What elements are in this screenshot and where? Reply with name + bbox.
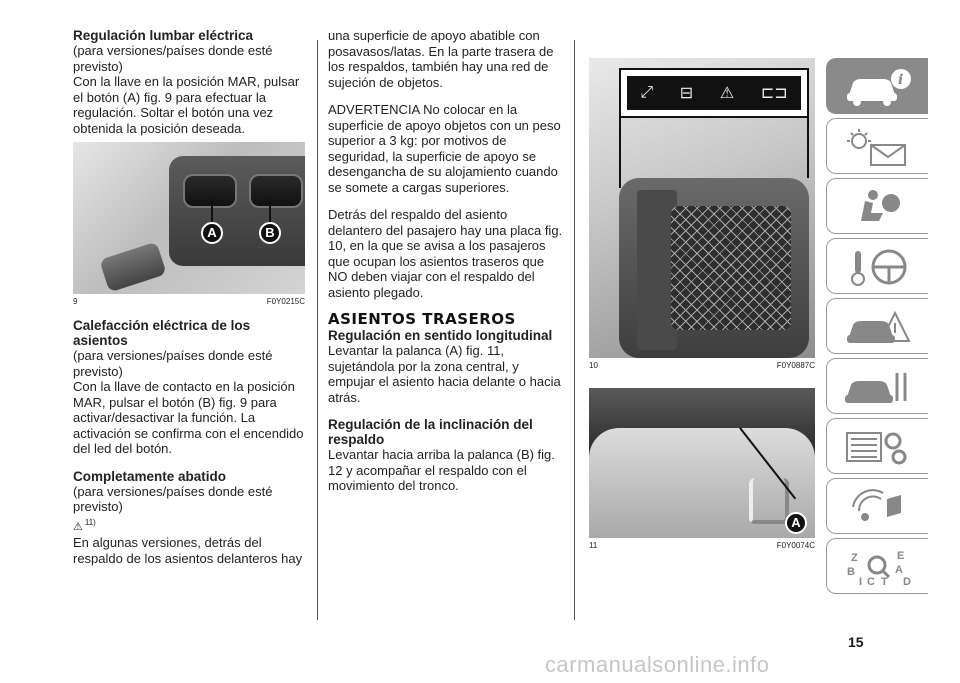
seat-recline-icon: ⤢ [640, 84, 654, 101]
warning-reference [73, 515, 305, 536]
tab-car-info[interactable] [826, 58, 928, 114]
callout-line-a [211, 198, 213, 224]
column-divider-2 [574, 40, 575, 620]
emergency-icon [843, 307, 913, 347]
figure-9-number: 9 [73, 297, 78, 306]
tab-warning-lights[interactable] [826, 118, 928, 174]
figure-10-image [589, 58, 815, 358]
tab-maintenance[interactable] [826, 358, 928, 414]
plate-callout-left [619, 118, 621, 188]
tab-multimedia[interactable] [826, 478, 928, 534]
column-2 [328, 28, 564, 494]
callout-line-b [269, 198, 271, 224]
index-letter: C [867, 576, 875, 587]
warning-triangle-icon: ⚠ [73, 520, 83, 533]
car-info-icon [843, 67, 913, 107]
figure-9-image [73, 142, 305, 294]
warning-lights-icon [843, 127, 913, 167]
heading-asientos-traseros: ASIENTOS TRASEROS [328, 310, 516, 328]
airbag-seat-icon [843, 187, 913, 227]
figure-11-caption [589, 541, 815, 550]
text-longitudinal: Levantar la palanca (A) fig. 11, sujetándola por la zona central, y empujar el asiento hacia delante o hacia atrás. [328, 343, 561, 405]
index-letter: B [847, 566, 855, 578]
text-calefaccion-body: Con la llave de contacto en la posición MAR, pulsar el botón (B) fig. 9 para activar/desactivar la función. La activación se confirma con el encendido del led del botón. [73, 379, 304, 456]
warning-ref-number: 11) [84, 517, 96, 527]
figure-9-caption [73, 297, 305, 306]
switch-panel [169, 156, 305, 266]
figure-10-code: F0Y0887C [776, 361, 815, 370]
tab-steering-key[interactable] [826, 238, 928, 294]
warning-plate [619, 68, 809, 118]
door-switch [99, 242, 167, 293]
svg-text:i: i [898, 72, 904, 88]
text-inclinacion: Levantar hacia arriba la palanca (B) fig. 12 y acompañar el respaldo con el movimiento del tronco. [328, 447, 555, 493]
text-placa: Detrás del respaldo del asiento delantero del pasajero hay una placa fig. 10, en la que se avisa a los pasajeros que ocupan los asientos traseros que NO deben viajar con el respaldo del asiento plegado. [328, 207, 563, 300]
maintenance-icon [843, 367, 913, 407]
text-lumbar-note: (para versiones/países donde esté previsto) [73, 43, 273, 74]
page-number: 15 [848, 634, 864, 650]
text-abatido-body: En algunas versiones, detrás del respaldo de los asientos delanteros hay [73, 535, 303, 566]
index-letter: T [881, 576, 888, 587]
figure-11-code: F0Y0074C [776, 541, 815, 550]
index-icon [843, 547, 913, 587]
specifications-icon [843, 427, 913, 467]
index-letter: A [895, 564, 903, 576]
lumbar-button [183, 174, 237, 208]
figure-10-number: 10 [589, 361, 598, 370]
column-1 [73, 28, 305, 566]
chapter-sidebar [826, 58, 928, 598]
steering-key-icon [843, 247, 913, 287]
tab-airbag-seat[interactable] [826, 178, 928, 234]
index-letter: E [897, 550, 905, 562]
heading-inclinacion: Regulación de la inclinación del respaldo [328, 417, 533, 447]
figure-11-number: 11 [589, 541, 598, 550]
column-divider-1 [317, 40, 318, 620]
tab-emergency[interactable] [826, 298, 928, 354]
tab-index[interactable] [826, 538, 928, 594]
heating-button [249, 174, 303, 208]
index-letter: Z [851, 552, 858, 564]
callout-a: A [785, 512, 807, 534]
figure-10-caption [589, 361, 815, 370]
callout-b: B [259, 222, 281, 244]
watermark: carmanualsonline.info [545, 652, 770, 677]
tab-specifications[interactable] [826, 418, 928, 474]
index-letter: D [903, 576, 911, 587]
figure-9-code: F0Y0215C [266, 297, 305, 306]
index-letter: I [859, 576, 863, 587]
text-advertencia: ADVERTENCIA No colocar en la superficie de apoyo objetos con un peso superior a 3 kg: por motivos de seguridad, la superficie de apoyo se desengancha de su alojamiento cuando se somete a cargas superiores. [328, 102, 561, 195]
text-calefaccion-note: (para versiones/países donde esté previsto) [73, 348, 273, 379]
multimedia-icon [843, 487, 913, 527]
warning-triangle-icon: ⚠ [719, 85, 735, 102]
heading-longitudinal: Regulación en sentido longitudinal [328, 328, 553, 343]
text-lumbar-body: Con la llave en la posición MAR, pulsar el botón (A) fig. 9 para efectuar la regulación. Soltar el botón una vez obtenida la posición deseada. [73, 74, 300, 136]
storage-net [671, 206, 791, 330]
car-top-icon: ⊏⊐ [760, 85, 788, 102]
text-abatido-note: (para versiones/países donde esté previsto) [73, 483, 273, 514]
heading-lumbar: Regulación lumbar eléctrica [73, 28, 254, 43]
plate-callout-right [807, 118, 809, 178]
heading-abatido: Completamente abatido [73, 468, 227, 484]
figure-11-image [589, 388, 815, 538]
figure-10 [589, 58, 815, 370]
callout-a: A [201, 222, 223, 244]
seat-folded-icon: ⊟ [679, 85, 694, 102]
figure-11 [589, 388, 815, 550]
text-continuation: una superficie de apoyo abatible con posavasos/latas. En la parte trasera de los respaldos, también hay una red de sujeción de objetos. [328, 28, 554, 90]
heading-calefaccion: Calefacción eléctrica de los asientos [73, 318, 251, 348]
